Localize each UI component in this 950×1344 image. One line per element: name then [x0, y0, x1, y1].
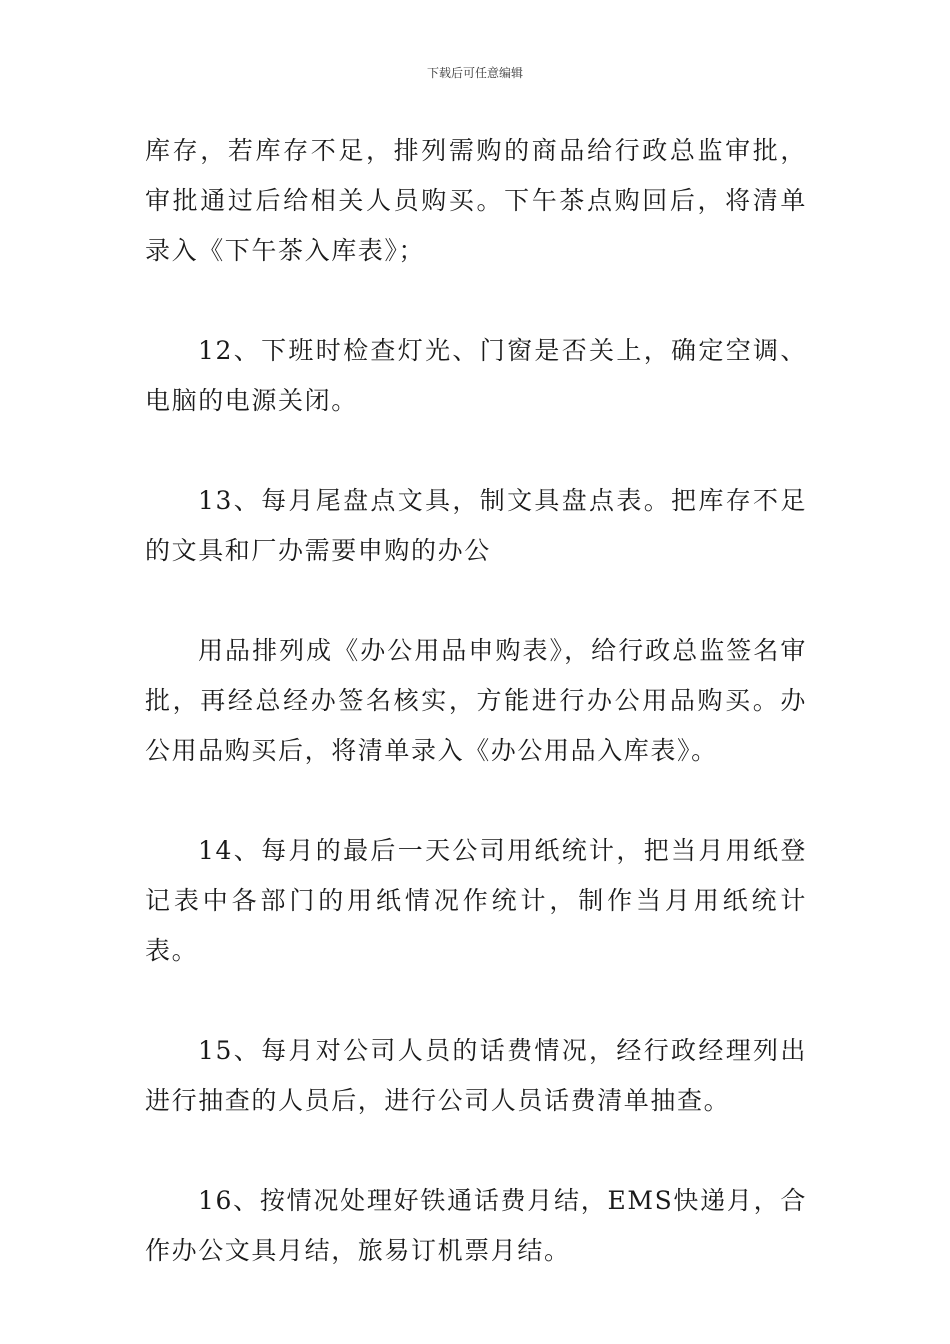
paragraph-spacer [145, 976, 807, 1026]
paragraph-item-16: 16、按情况处理好铁通话费月结，EMS快递月，合作办公文具月结，旅易订机票月结。 [145, 1186, 807, 1265]
paragraph-spacer [145, 426, 807, 476]
paragraph-spacer [145, 576, 807, 626]
paragraph-item-12: 12、下班时检查灯光、门窗是否关上，确定空调、电脑的电源关闭。 [145, 336, 807, 415]
paragraph-item-13: 13、每月尾盘点文具，制文具盘点表。把库存不足的文具和厂办需要申购的办公 [145, 486, 807, 565]
paragraph-inventory-continuation: 库存，若库存不足，排列需购的商品给行政总监审批，审批通过后给相关人员购买。下午茶点购回后，将清单录入《下午茶入库表》； [145, 136, 807, 265]
paragraph-spacer [145, 776, 807, 826]
paragraph-spacer [145, 1126, 807, 1176]
page-header: 下载后可任意编辑 [426, 66, 523, 80]
paragraph-item-15: 15、每月对公司人员的话费情况，经行政经理列出进行抽查的人员后，进行公司人员话费清单抽查。 [145, 1036, 807, 1115]
document-body [145, 126, 807, 1276]
paragraph-spacer [145, 276, 807, 326]
paragraph-item-13-continued: 用品排列成《办公用品申购表》，给行政总监签名审批，再经总经办签名核实，方能进行办公用品购买。办公用品购买后，将清单录入《办公用品入库表》。 [145, 636, 807, 765]
paragraph-item-14: 14、每月的最后一天公司用纸统计，把当月用纸登记表中各部门的用纸情况作统计，制作当月用纸统计表。 [145, 836, 807, 965]
